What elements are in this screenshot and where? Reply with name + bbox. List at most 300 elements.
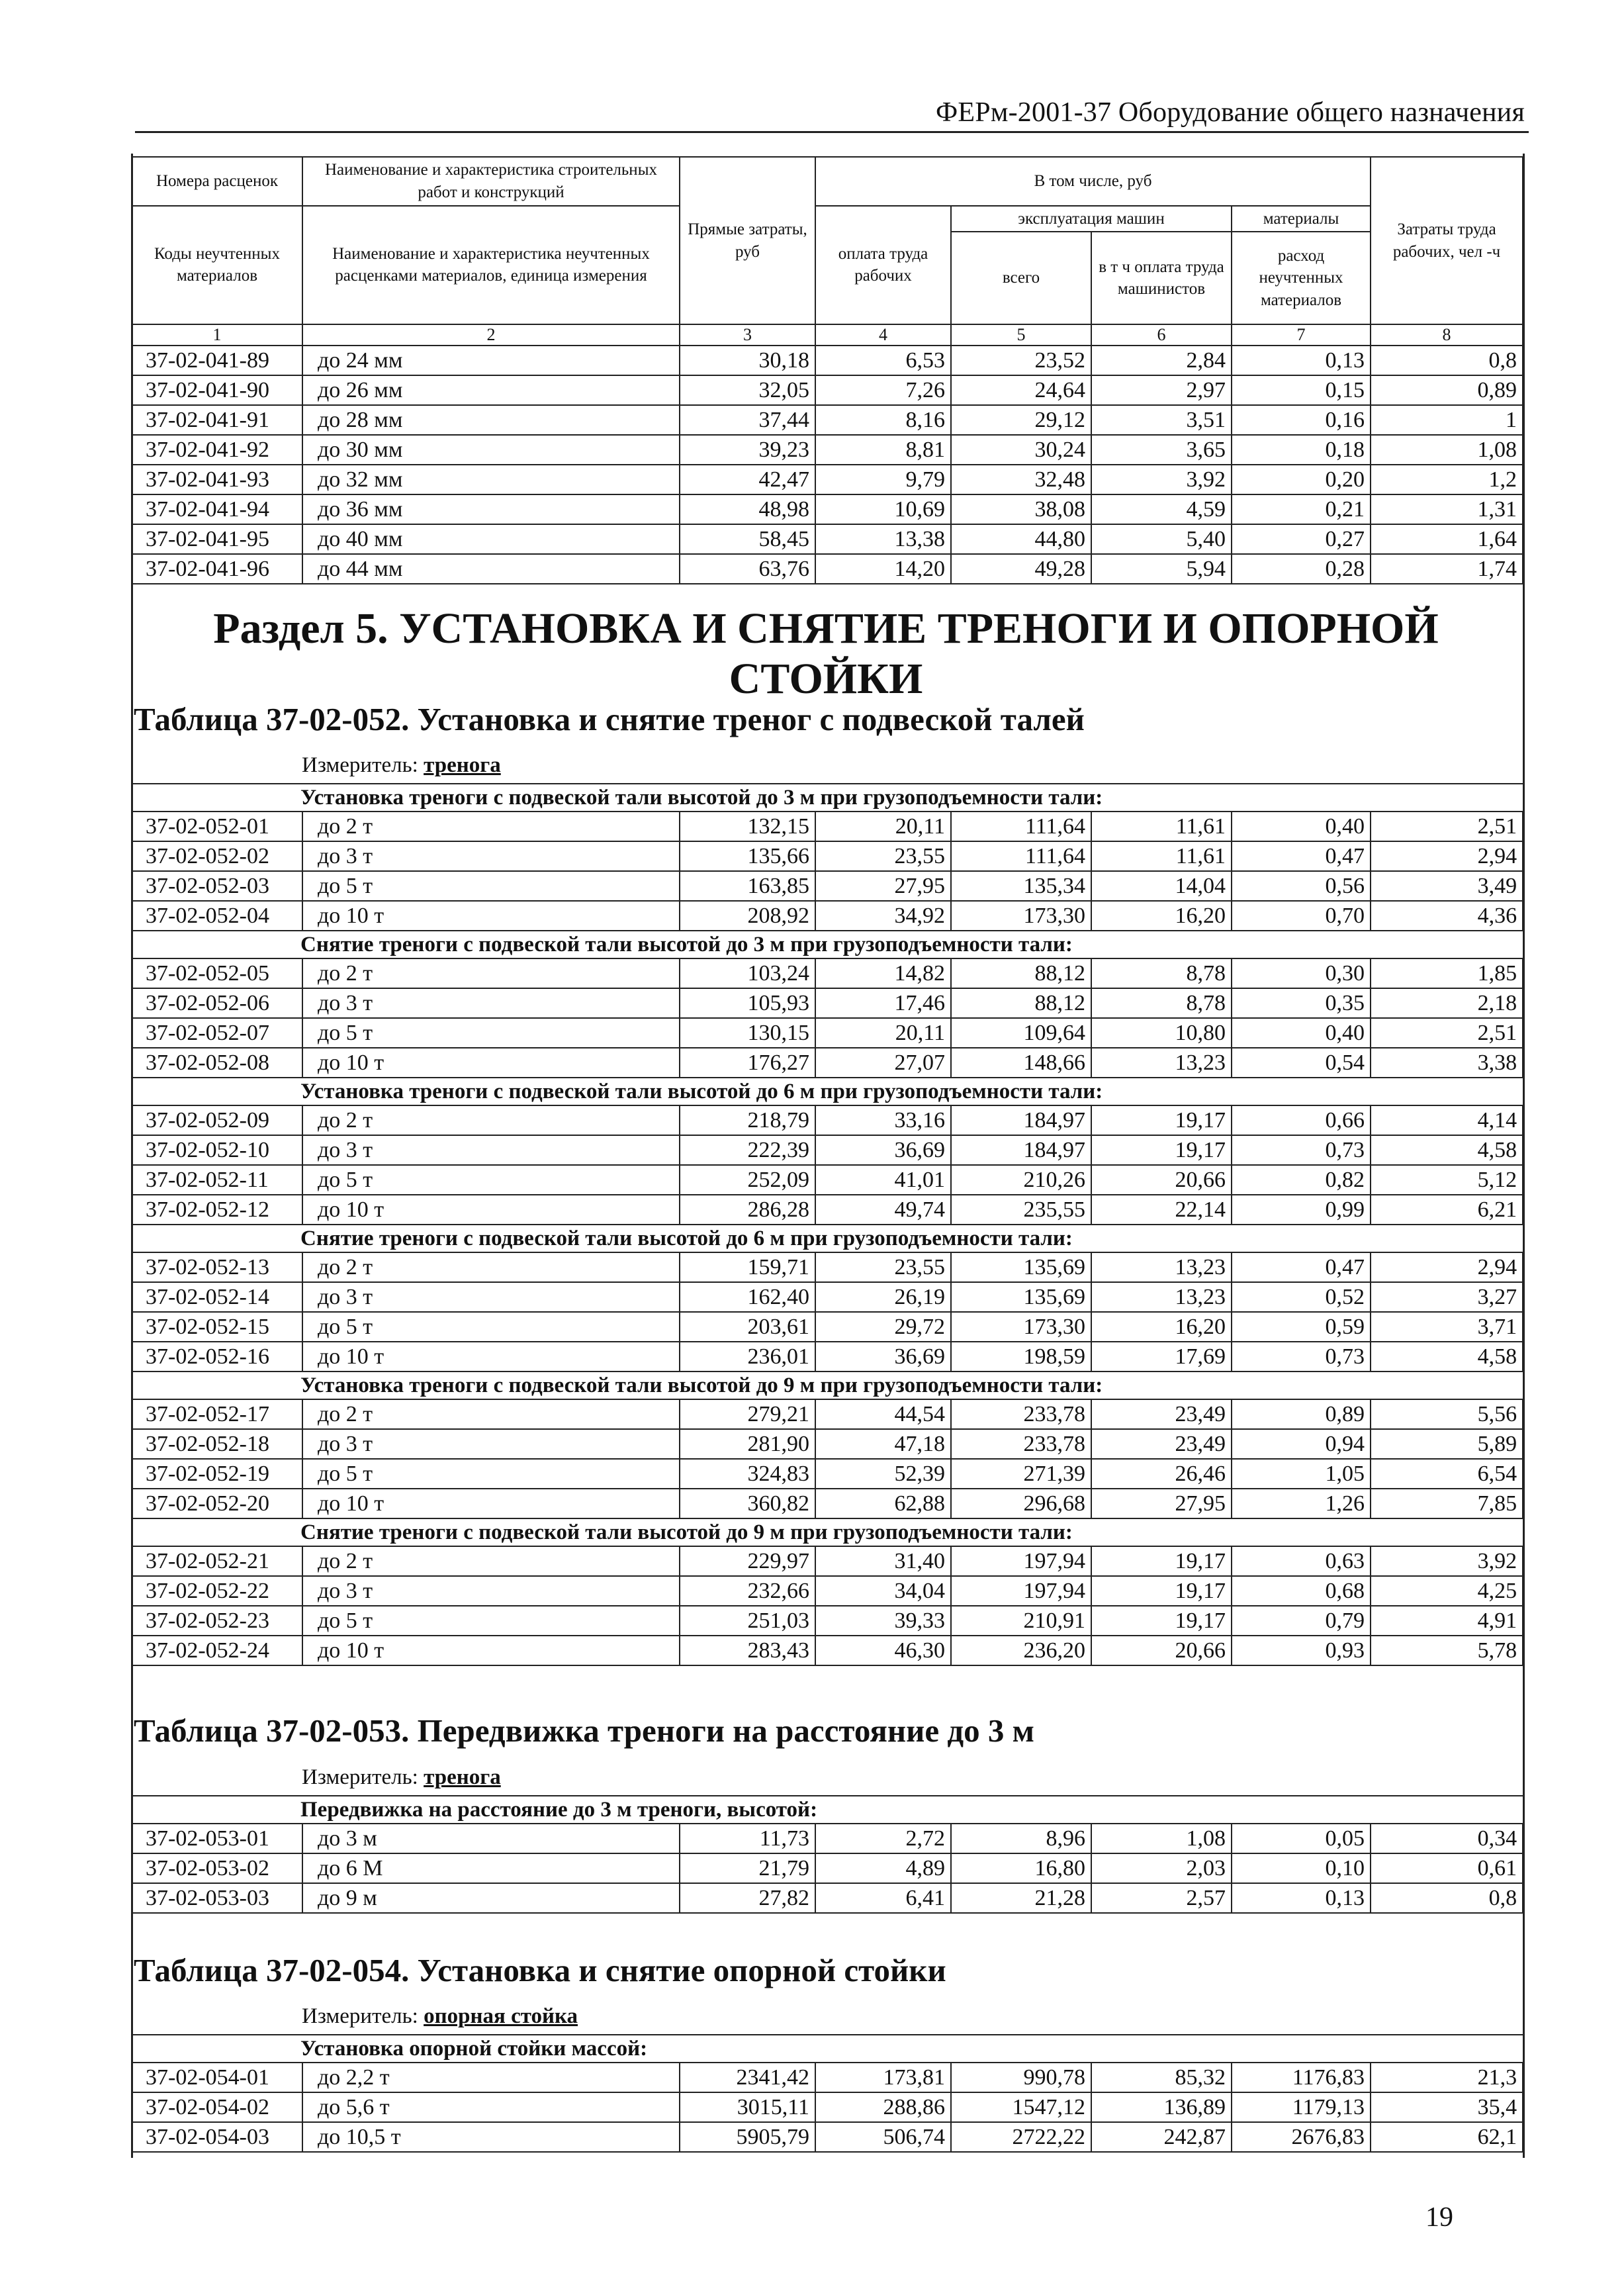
machines-total-cell: 44,80 [951, 524, 1091, 554]
materials-usage-cell: 0,35 [1232, 988, 1371, 1018]
machinist-pay-cell: 2,97 [1091, 375, 1232, 405]
materials-usage-cell: 0,82 [1232, 1165, 1371, 1195]
work-name-cell: до 5 т [302, 1606, 680, 1636]
materials-usage-cell: 0,99 [1232, 1195, 1371, 1225]
work-name-cell: до 2 т [302, 958, 680, 988]
column-number: 5 [951, 324, 1091, 346]
table-054-title: Таблица 37-02-054. Установка и снятие опорной стойки [134, 1952, 946, 1988]
direct-cost-cell: 48,98 [680, 494, 815, 524]
rate-code-cell: 37-02-041-94 [132, 494, 302, 524]
direct-cost-cell: 11,73 [680, 1824, 815, 1853]
materials-usage-cell: 1179,13 [1232, 2092, 1371, 2122]
machinist-pay-cell: 8,78 [1091, 958, 1232, 988]
machinist-pay-cell: 23,49 [1091, 1429, 1232, 1459]
subheading-row [132, 2035, 1523, 2063]
labor-hours-cell: 5,56 [1371, 1399, 1523, 1429]
labor-hours-cell: 2,94 [1371, 1252, 1523, 1282]
work-name-cell: до 28 мм [302, 405, 680, 435]
machinist-pay-cell: 17,69 [1091, 1342, 1232, 1372]
machinist-pay-cell: 5,40 [1091, 524, 1232, 554]
table-row [132, 841, 1523, 871]
col-work-name-header: Наименование и характеристика строительных работ и конструкций [302, 157, 680, 206]
rate-code-cell: 37-02-054-03 [132, 2122, 302, 2152]
rate-code-cell: 37-02-041-91 [132, 405, 302, 435]
worker-pay-cell: 26,19 [815, 1282, 951, 1312]
rates-table-053 [131, 1795, 1523, 1914]
rate-code-cell: 37-02-052-22 [132, 1576, 302, 1606]
machinist-pay-cell: 19,17 [1091, 1135, 1232, 1165]
work-name-cell: до 10,5 т [302, 2122, 680, 2152]
materials-usage-cell: 0,15 [1232, 375, 1371, 405]
work-name-cell: до 2 т [302, 1105, 680, 1135]
labor-hours-cell: 4,58 [1371, 1342, 1523, 1372]
direct-cost-cell: 324,83 [680, 1459, 815, 1489]
labor-hours-cell: 4,58 [1371, 1135, 1523, 1165]
materials-usage-cell: 0,73 [1232, 1135, 1371, 1165]
table-row [132, 524, 1523, 554]
worker-pay-cell: 29,72 [815, 1312, 951, 1342]
materials-usage-cell: 0,05 [1232, 1824, 1371, 1853]
materials-usage-cell: 2676,83 [1232, 2122, 1371, 2152]
machines-total-cell: 49,28 [951, 554, 1091, 584]
rate-code-cell: 37-02-052-16 [132, 1342, 302, 1372]
measure-unit: опорная стойка [424, 2004, 578, 2028]
labor-hours-cell: 2,18 [1371, 988, 1523, 1018]
direct-cost-cell: 252,09 [680, 1165, 815, 1195]
labor-hours-cell: 5,89 [1371, 1429, 1523, 1459]
col-material-code-header: Коды неучтенных материалов [132, 206, 302, 325]
group-heading: Установка треноги с подвеской тали высотой до 3 м при грузоподъемности тали: [132, 784, 1523, 812]
materials-usage-cell: 0,16 [1232, 405, 1371, 435]
direct-cost-cell: 135,66 [680, 841, 815, 871]
work-name-cell: до 5 т [302, 1459, 680, 1489]
group-heading: Передвижка на расстояние до 3 м треноги, высотой: [132, 1796, 1523, 1824]
materials-usage-cell: 0,73 [1232, 1342, 1371, 1372]
rate-code-cell: 37-02-052-20 [132, 1489, 302, 1518]
rate-code-cell: 37-02-052-06 [132, 988, 302, 1018]
materials-usage-cell: 1176,83 [1232, 2063, 1371, 2092]
machinist-pay-cell: 13,23 [1091, 1048, 1232, 1078]
direct-cost-cell: 132,15 [680, 812, 815, 841]
materials-usage-cell: 0,54 [1232, 1048, 1371, 1078]
table-row [132, 1606, 1523, 1636]
labor-hours-cell: 4,36 [1371, 901, 1523, 931]
worker-pay-cell: 36,69 [815, 1342, 951, 1372]
table-row [132, 988, 1523, 1018]
table-row [132, 494, 1523, 524]
machines-total-cell: 271,39 [951, 1459, 1091, 1489]
column-number: 2 [302, 324, 680, 346]
measure-unit: тренога [424, 753, 501, 777]
machinist-pay-cell: 8,78 [1091, 988, 1232, 1018]
rate-code-cell: 37-02-052-18 [132, 1429, 302, 1459]
work-name-cell: до 3 м [302, 1824, 680, 1853]
materials-usage-cell: 0,40 [1232, 812, 1371, 841]
direct-cost-cell: 37,44 [680, 405, 815, 435]
work-name-cell: до 10 т [302, 1048, 680, 1078]
worker-pay-cell: 173,81 [815, 2063, 951, 2092]
table-053-title: Таблица 37-02-053. Передвижка треноги на расстояние до 3 м [134, 1712, 1035, 1749]
table-row [132, 1636, 1523, 1665]
worker-pay-cell: 31,40 [815, 1546, 951, 1576]
direct-cost-cell: 58,45 [680, 524, 815, 554]
materials-usage-cell: 0,52 [1232, 1282, 1371, 1312]
subheading-row [132, 784, 1523, 812]
labor-hours-cell: 6,54 [1371, 1459, 1523, 1489]
col-worker-pay-header: оплата труда рабочих [815, 206, 951, 325]
machines-total-cell: 111,64 [951, 841, 1091, 871]
col-machinist-pay-header: в т ч оплата труда машинистов [1091, 232, 1232, 324]
direct-cost-cell: 130,15 [680, 1018, 815, 1048]
work-name-cell: до 32 мм [302, 465, 680, 494]
machines-total-cell: 32,48 [951, 465, 1091, 494]
work-name-cell: до 36 мм [302, 494, 680, 524]
machines-total-cell: 233,78 [951, 1429, 1091, 1459]
labor-hours-cell: 3,71 [1371, 1312, 1523, 1342]
materials-usage-cell: 0,66 [1232, 1105, 1371, 1135]
labor-hours-cell: 5,12 [1371, 1165, 1523, 1195]
table-row [132, 1459, 1523, 1489]
machines-total-cell: 990,78 [951, 2063, 1091, 2092]
labor-hours-cell: 1,08 [1371, 435, 1523, 465]
labor-hours-cell: 35,4 [1371, 2092, 1523, 2122]
table-052-measure [302, 753, 501, 778]
work-name-cell: до 10 т [302, 901, 680, 931]
machinist-pay-cell: 19,17 [1091, 1576, 1232, 1606]
materials-usage-cell: 0,10 [1232, 1853, 1371, 1883]
worker-pay-cell: 288,86 [815, 2092, 951, 2122]
machines-total-cell: 135,34 [951, 871, 1091, 901]
machines-total-cell: 197,94 [951, 1546, 1091, 1576]
machinist-pay-cell: 27,95 [1091, 1489, 1232, 1518]
worker-pay-cell: 20,11 [815, 812, 951, 841]
worker-pay-cell: 44,54 [815, 1399, 951, 1429]
table-row [132, 346, 1523, 375]
rate-code-cell: 37-02-052-02 [132, 841, 302, 871]
table-row [132, 1135, 1523, 1165]
table-row [132, 405, 1523, 435]
table-row [132, 1546, 1523, 1576]
worker-pay-cell: 41,01 [815, 1165, 951, 1195]
machinist-pay-cell: 19,17 [1091, 1606, 1232, 1636]
work-name-cell: до 2,2 т [302, 2063, 680, 2092]
work-name-cell: до 3 т [302, 1576, 680, 1606]
machinist-pay-cell: 2,57 [1091, 1883, 1232, 1913]
rate-code-cell: 37-02-041-90 [132, 375, 302, 405]
work-name-cell: до 5 т [302, 1165, 680, 1195]
machinist-pay-cell: 13,23 [1091, 1282, 1232, 1312]
rate-code-cell: 37-02-052-11 [132, 1165, 302, 1195]
materials-usage-cell: 0,70 [1232, 901, 1371, 931]
page-number: 19 [1425, 2202, 1453, 2233]
work-name-cell: до 10 т [302, 1636, 680, 1665]
labor-hours-cell: 2,51 [1371, 812, 1523, 841]
direct-cost-cell: 21,79 [680, 1853, 815, 1883]
table-row [132, 2122, 1523, 2152]
rate-code-cell: 37-02-052-03 [132, 871, 302, 901]
table-row [132, 1576, 1523, 1606]
worker-pay-cell: 6,53 [815, 346, 951, 375]
rate-code-cell: 37-02-054-02 [132, 2092, 302, 2122]
worker-pay-cell: 10,69 [815, 494, 951, 524]
labor-hours-cell: 7,85 [1371, 1489, 1523, 1518]
rate-code-cell: 37-02-053-01 [132, 1824, 302, 1853]
direct-cost-cell: 39,23 [680, 435, 815, 465]
group-heading: Снятие треноги с подвеской тали высотой до 6 м при грузоподъемности тали: [132, 1225, 1523, 1252]
machines-total-cell: 88,12 [951, 958, 1091, 988]
col-labor-hours-header: Затраты труда рабочих, чел -ч [1371, 157, 1523, 324]
work-name-cell: до 2 т [302, 1546, 680, 1576]
worker-pay-cell: 34,04 [815, 1576, 951, 1606]
machines-total-cell: 2722,22 [951, 2122, 1091, 2152]
machinist-pay-cell: 23,49 [1091, 1399, 1232, 1429]
materials-usage-cell: 0,27 [1232, 524, 1371, 554]
direct-cost-cell: 222,39 [680, 1135, 815, 1165]
machines-total-cell: 111,64 [951, 812, 1091, 841]
table-052-title: Таблица 37-02-052. Установка и снятие треног с подвеской талей [134, 701, 1085, 737]
worker-pay-cell: 506,74 [815, 2122, 951, 2152]
machines-total-cell: 135,69 [951, 1282, 1091, 1312]
direct-cost-cell: 218,79 [680, 1105, 815, 1135]
worker-pay-cell: 47,18 [815, 1429, 951, 1459]
direct-cost-cell: 208,92 [680, 901, 815, 931]
table-041-rows [132, 346, 1523, 584]
machines-total-cell: 296,68 [951, 1489, 1091, 1518]
direct-cost-cell: 2341,42 [680, 2063, 815, 2092]
worker-pay-cell: 8,81 [815, 435, 951, 465]
worker-pay-cell: 49,74 [815, 1195, 951, 1225]
worker-pay-cell: 27,07 [815, 1048, 951, 1078]
labor-hours-cell: 0,8 [1371, 346, 1523, 375]
work-name-cell: до 40 мм [302, 524, 680, 554]
worker-pay-cell: 20,11 [815, 1018, 951, 1048]
worker-pay-cell: 8,16 [815, 405, 951, 435]
table-row [132, 1048, 1523, 1078]
machinist-pay-cell: 22,14 [1091, 1195, 1232, 1225]
work-name-cell: до 3 т [302, 841, 680, 871]
rate-code-cell: 37-02-041-92 [132, 435, 302, 465]
materials-usage-cell: 0,21 [1232, 494, 1371, 524]
labor-hours-cell: 1,2 [1371, 465, 1523, 494]
machinist-pay-cell: 3,92 [1091, 465, 1232, 494]
direct-cost-cell: 236,01 [680, 1342, 815, 1372]
table-row [132, 1105, 1523, 1135]
worker-pay-cell: 13,38 [815, 524, 951, 554]
labor-hours-cell: 0,89 [1371, 375, 1523, 405]
materials-usage-cell: 0,63 [1232, 1546, 1371, 1576]
machines-total-cell: 173,30 [951, 1312, 1091, 1342]
machinist-pay-cell: 16,20 [1091, 901, 1232, 931]
direct-cost-cell: 286,28 [680, 1195, 815, 1225]
machines-total-cell: 184,97 [951, 1135, 1091, 1165]
labor-hours-cell: 1 [1371, 405, 1523, 435]
direct-cost-cell: 159,71 [680, 1252, 815, 1282]
work-name-cell: до 30 мм [302, 435, 680, 465]
rate-code-cell: 37-02-052-09 [132, 1105, 302, 1135]
column-number: 4 [815, 324, 951, 346]
direct-cost-cell: 176,27 [680, 1048, 815, 1078]
work-name-cell: до 2 т [302, 812, 680, 841]
table-row [132, 1853, 1523, 1883]
materials-usage-cell: 0,18 [1232, 435, 1371, 465]
table-053-measure [302, 1765, 501, 1790]
machines-total-cell: 173,30 [951, 901, 1091, 931]
rates-table-041 [131, 156, 1523, 584]
direct-cost-cell: 232,66 [680, 1576, 815, 1606]
materials-usage-cell: 0,94 [1232, 1429, 1371, 1459]
rate-code-cell: 37-02-052-15 [132, 1312, 302, 1342]
machine-operation-header: эксплуатация машин [951, 206, 1232, 232]
measure-label: Измеритель: [302, 2004, 418, 2028]
machines-total-cell: 21,28 [951, 1883, 1091, 1913]
machines-total-cell: 210,26 [951, 1165, 1091, 1195]
work-name-cell: до 26 мм [302, 375, 680, 405]
machines-total-cell: 135,69 [951, 1252, 1091, 1282]
worker-pay-cell: 6,41 [815, 1883, 951, 1913]
materials-usage-cell: 0,68 [1232, 1576, 1371, 1606]
materials-usage-cell: 0,47 [1232, 841, 1371, 871]
table-row [132, 1165, 1523, 1195]
rate-code-cell: 37-02-041-93 [132, 465, 302, 494]
subheading-row [132, 1372, 1523, 1399]
section-title: Раздел 5. УСТАНОВКА И СНЯТИЕ ТРЕНОГИ И ОПОРНОЙ СТОЙКИ [213, 604, 1439, 703]
direct-cost-cell: 281,90 [680, 1429, 815, 1459]
materials-usage-cell: 0,93 [1232, 1636, 1371, 1665]
direct-cost-cell: 63,76 [680, 554, 815, 584]
worker-pay-cell: 46,30 [815, 1636, 951, 1665]
table-row [132, 958, 1523, 988]
direct-cost-cell: 105,93 [680, 988, 815, 1018]
work-name-cell: до 44 мм [302, 554, 680, 584]
materials-usage-cell: 0,40 [1232, 1018, 1371, 1048]
labor-hours-cell: 1,85 [1371, 958, 1523, 988]
rate-code-cell: 37-02-052-17 [132, 1399, 302, 1429]
col-rate-number-header: Номера расценок [132, 157, 302, 206]
machinist-pay-cell: 20,66 [1091, 1636, 1232, 1665]
rate-code-cell: 37-02-052-07 [132, 1018, 302, 1048]
labor-hours-cell: 3,27 [1371, 1282, 1523, 1312]
direct-cost-cell: 3015,11 [680, 2092, 815, 2122]
in-total-header: В том числе, руб [815, 157, 1371, 206]
machinist-pay-cell: 136,89 [1091, 2092, 1232, 2122]
subheading-row [132, 1225, 1523, 1252]
table-row [132, 1489, 1523, 1518]
machinist-pay-cell: 2,84 [1091, 346, 1232, 375]
table-row [132, 812, 1523, 841]
work-name-cell: до 5 т [302, 1018, 680, 1048]
table-row [132, 901, 1523, 931]
materials-usage-cell: 0,28 [1232, 554, 1371, 584]
measure-label: Измеритель: [302, 753, 418, 777]
machines-total-cell: 235,55 [951, 1195, 1091, 1225]
machinist-pay-cell: 11,61 [1091, 841, 1232, 871]
machines-total-cell: 1547,12 [951, 2092, 1091, 2122]
labor-hours-cell: 1,64 [1371, 524, 1523, 554]
table-row [132, 2092, 1523, 2122]
table-row [132, 554, 1523, 584]
machines-total-cell: 30,24 [951, 435, 1091, 465]
machinist-pay-cell: 26,46 [1091, 1459, 1232, 1489]
labor-hours-cell: 3,38 [1371, 1048, 1523, 1078]
direct-cost-cell: 42,47 [680, 465, 815, 494]
machines-total-cell: 8,96 [951, 1824, 1091, 1853]
measure-label: Измеритель: [302, 1765, 418, 1789]
machinist-pay-cell: 14,04 [1091, 871, 1232, 901]
work-name-cell: до 5 т [302, 1312, 680, 1342]
machinist-pay-cell: 19,17 [1091, 1105, 1232, 1135]
table-row [132, 1399, 1523, 1429]
worker-pay-cell: 52,39 [815, 1459, 951, 1489]
machines-total-cell: 38,08 [951, 494, 1091, 524]
machinist-pay-cell: 1,08 [1091, 1824, 1232, 1853]
table-row [132, 375, 1523, 405]
machines-total-cell: 198,59 [951, 1342, 1091, 1372]
rate-code-cell: 37-02-052-04 [132, 901, 302, 931]
materials-usage-cell: 0,20 [1232, 465, 1371, 494]
work-name-cell: до 10 т [302, 1195, 680, 1225]
machinist-pay-cell: 3,51 [1091, 405, 1232, 435]
col-materials-usage-header: расход неучтенных материалов [1232, 232, 1371, 324]
materials-usage-cell: 0,13 [1232, 346, 1371, 375]
machinist-pay-cell: 11,61 [1091, 812, 1232, 841]
materials-usage-cell: 0,56 [1232, 871, 1371, 901]
table-row [132, 871, 1523, 901]
labor-hours-cell: 3,92 [1371, 1546, 1523, 1576]
direct-cost-cell: 27,82 [680, 1883, 815, 1913]
machinist-pay-cell: 19,17 [1091, 1546, 1232, 1576]
machines-total-cell: 23,52 [951, 346, 1091, 375]
col-material-name-header: Наименование и характеристика неучтенных расценками материалов, единица измерения [302, 206, 680, 325]
labor-hours-cell: 6,21 [1371, 1195, 1523, 1225]
table-row [132, 1883, 1523, 1913]
group-heading: Установка опорной стойки массой: [132, 2035, 1523, 2063]
materials-usage-cell: 0,13 [1232, 1883, 1371, 1913]
worker-pay-cell: 7,26 [815, 375, 951, 405]
work-name-cell: до 3 т [302, 1282, 680, 1312]
table-row [132, 1018, 1523, 1048]
rates-table-052 [131, 783, 1523, 1666]
rate-code-cell: 37-02-052-10 [132, 1135, 302, 1165]
direct-cost-cell: 229,97 [680, 1546, 815, 1576]
rate-code-cell: 37-02-053-02 [132, 1853, 302, 1883]
materials-usage-cell: 0,59 [1232, 1312, 1371, 1342]
rate-code-cell: 37-02-041-89 [132, 346, 302, 375]
machinist-pay-cell: 4,59 [1091, 494, 1232, 524]
work-name-cell: до 3 т [302, 988, 680, 1018]
table-row [132, 1342, 1523, 1372]
rate-code-cell: 37-02-041-96 [132, 554, 302, 584]
machinist-pay-cell: 16,20 [1091, 1312, 1232, 1342]
direct-cost-cell: 163,85 [680, 871, 815, 901]
rate-code-cell: 37-02-053-03 [132, 1883, 302, 1913]
work-name-cell: до 2 т [302, 1252, 680, 1282]
worker-pay-cell: 34,92 [815, 901, 951, 931]
rate-code-cell: 37-02-052-23 [132, 1606, 302, 1636]
group-heading: Установка треноги с подвеской тали высотой до 6 м при грузоподъемности тали: [132, 1078, 1523, 1105]
group-heading: Снятие треноги с подвеской тали высотой до 9 м при грузоподъемности тали: [132, 1518, 1523, 1546]
machines-total-cell: 24,64 [951, 375, 1091, 405]
labor-hours-cell: 2,51 [1371, 1018, 1523, 1048]
subheading-row [132, 1518, 1523, 1546]
labor-hours-cell: 0,8 [1371, 1883, 1523, 1913]
table-row [132, 1252, 1523, 1282]
worker-pay-cell: 23,55 [815, 841, 951, 871]
table-row [132, 1824, 1523, 1853]
materials-header: материалы [1232, 206, 1371, 232]
machinist-pay-cell: 10,80 [1091, 1018, 1232, 1048]
table-row [132, 465, 1523, 494]
machinist-pay-cell: 242,87 [1091, 2122, 1232, 2152]
